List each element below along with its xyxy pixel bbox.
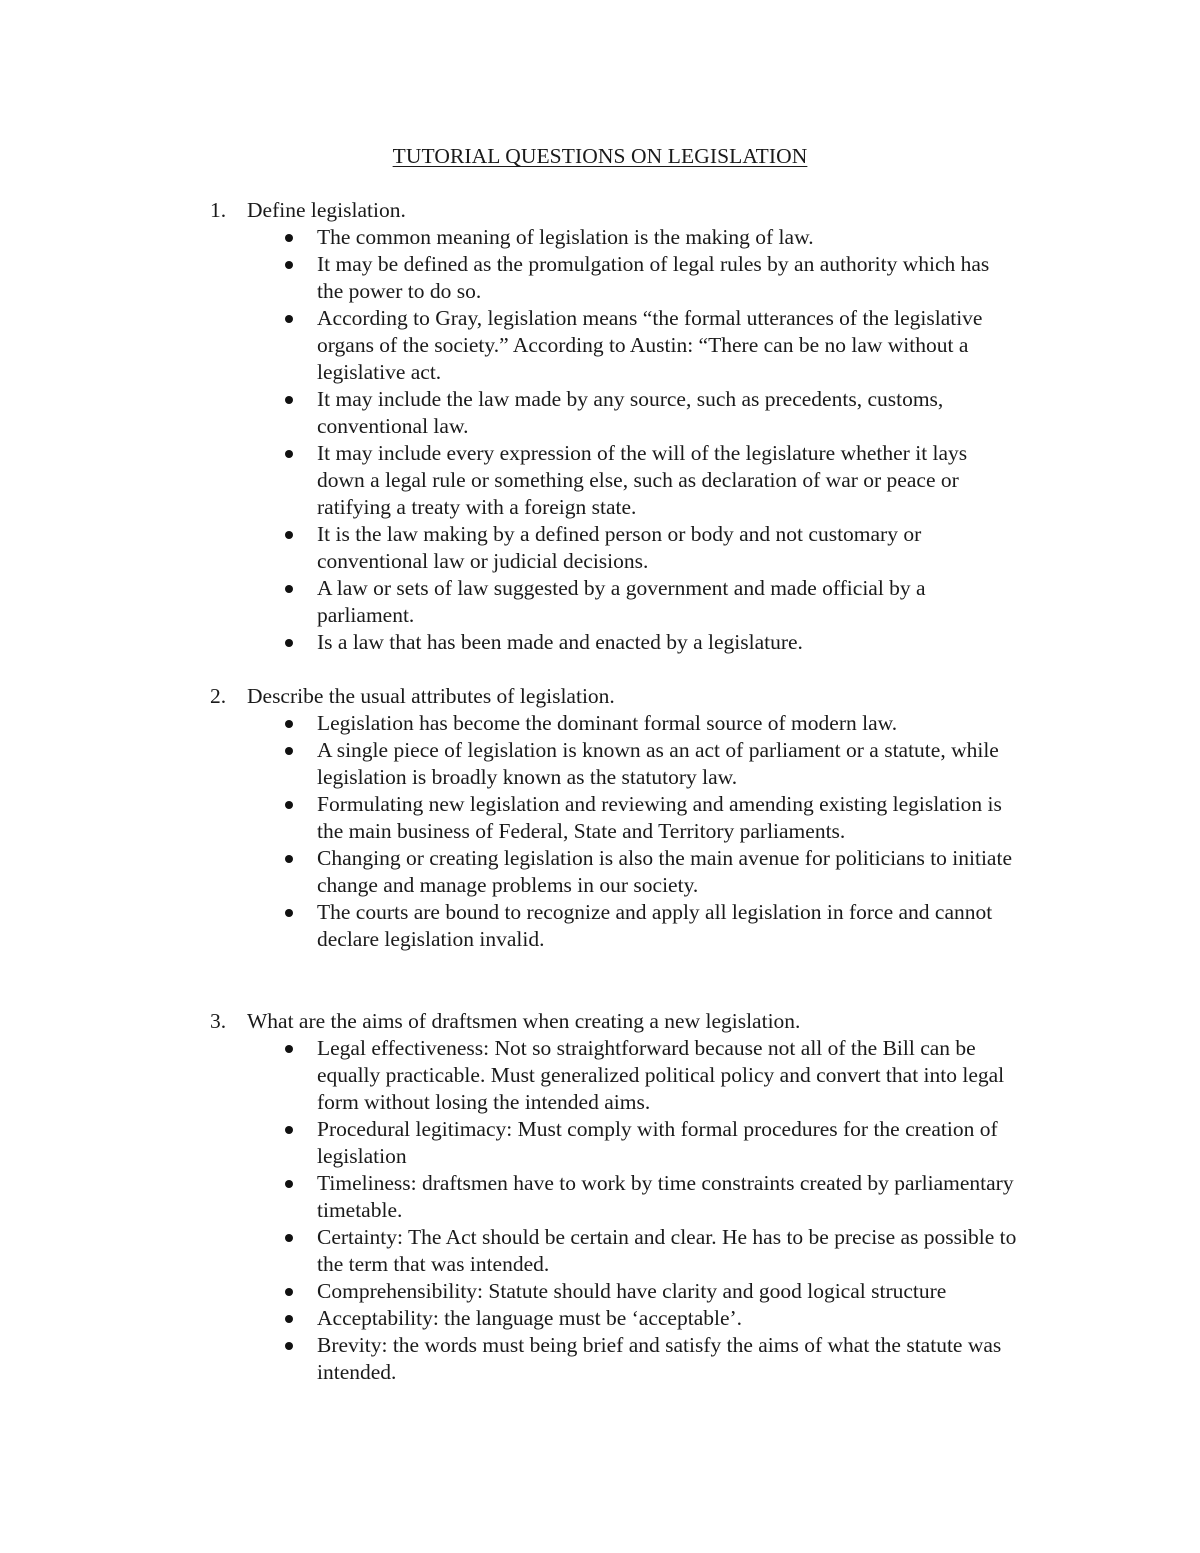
list-item: Is a law that has been made and enacted by a legislature. <box>210 629 1017 656</box>
bullet-icon <box>285 855 293 863</box>
bullet-icon <box>285 1045 293 1053</box>
page-title: TUTORIAL QUESTIONS ON LEGISLATION <box>392 144 808 168</box>
bullet-icon <box>285 585 293 593</box>
answer-list <box>210 1035 1030 1386</box>
question-number: 2. <box>210 684 227 708</box>
list-item: Legal effectiveness: Not so straightforward because not all of the Bill can be equally practicable. Must generalized political policy and convert that into legal form without losing the intended aims. <box>210 1035 1017 1116</box>
list-item: Changing or creating legislation is also the main avenue for politicians to initiate change and manage problems in our society. <box>210 845 1017 899</box>
bullet-icon <box>285 234 293 242</box>
list-item: It may include the law made by any source, such as precedents, customs, conventional law. <box>210 386 1017 440</box>
question-1 <box>210 197 1030 656</box>
question-text: What are the aims of draftsmen when creating a new legislation. <box>247 1009 801 1033</box>
bullet-icon <box>285 1315 293 1323</box>
bullet-icon <box>285 450 293 458</box>
list-item: Procedural legitimacy: Must comply with formal procedures for the creation of legislation <box>210 1116 1017 1170</box>
bullet-icon <box>285 909 293 917</box>
question-number: 3. <box>210 1009 227 1033</box>
bullet-icon <box>285 531 293 539</box>
bullet-icon <box>285 720 293 728</box>
list-item: Acceptability: the language must be ‘acceptable’. <box>210 1305 1017 1332</box>
bullet-icon <box>285 1180 293 1188</box>
question-2 <box>210 683 1030 953</box>
answer-list <box>210 224 1030 656</box>
question-3 <box>210 1008 1030 1386</box>
list-item: It may be defined as the promulgation of legal rules by an authority which has the power to do so. <box>210 251 1017 305</box>
list-item: It is the law making by a defined person or body and not customary or conventional law or judicial decisions. <box>210 521 1017 575</box>
bullet-icon <box>285 1288 293 1296</box>
answer-list <box>210 710 1030 953</box>
list-item: Legislation has become the dominant formal source of modern law. <box>210 710 1017 737</box>
list-item: According to Gray, legislation means “the formal utterances of the legislative organs of the society.” According to Austin: “There can be no law without a legislative act. <box>210 305 1017 386</box>
question-heading <box>210 1008 1030 1035</box>
bullet-icon <box>285 801 293 809</box>
bullet-icon <box>285 1342 293 1350</box>
bullet-icon <box>285 396 293 404</box>
list-item: The common meaning of legislation is the making of law. <box>210 224 1017 251</box>
question-number: 1. <box>210 198 227 222</box>
bullet-icon <box>285 261 293 269</box>
list-item: It may include every expression of the will of the legislature whether it lays down a legal rule or something else, such as declaration of war or peace or ratifying a treaty with a foreign state. <box>210 440 1017 521</box>
bullet-icon <box>285 747 293 755</box>
question-text: Describe the usual attributes of legislation. <box>247 684 615 708</box>
bullet-icon <box>285 315 293 323</box>
list-item: A single piece of legislation is known as an act of parliament or a statute, while legislation is broadly known as the statutory law. <box>210 737 1017 791</box>
question-heading <box>210 197 1030 224</box>
list-item: A law or sets of law suggested by a government and made official by a parliament. <box>210 575 1017 629</box>
bullet-icon <box>285 639 293 647</box>
list-item: Certainty: The Act should be certain and clear. He has to be precise as possible to the term that was intended. <box>210 1224 1017 1278</box>
bullet-icon <box>285 1234 293 1242</box>
list-item: The courts are bound to recognize and apply all legislation in force and cannot declare legislation invalid. <box>210 899 1017 953</box>
bullet-icon <box>285 1126 293 1134</box>
list-item: Timeliness: draftsmen have to work by time constraints created by parliamentary timetable. <box>210 1170 1017 1224</box>
list-item: Formulating new legislation and reviewing and amending existing legislation is the main business of Federal, State and Territory parliaments. <box>210 791 1017 845</box>
list-item: Brevity: the words must being brief and satisfy the aims of what the statute was intended. <box>210 1332 1017 1386</box>
question-heading <box>210 683 1030 710</box>
list-item: Comprehensibility: Statute should have clarity and good logical structure <box>210 1278 1017 1305</box>
question-text: Define legislation. <box>247 198 406 222</box>
